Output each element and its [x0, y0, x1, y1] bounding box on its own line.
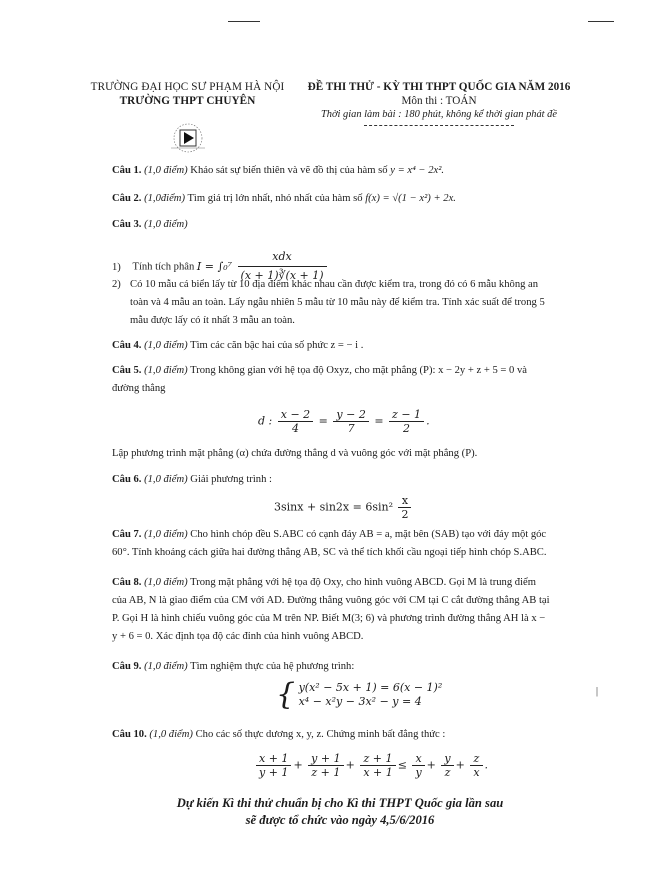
question-3-part-1: 1) Tính tích phân I = ∫₀⁷ $\frac{\text{xdx}}{(x + 1)∛(x + 1)}$ [112, 248, 552, 285]
exam-time: Thời gian làm bài : 180 phút, không kể thời gian phát đề [321, 109, 557, 120]
line-d-equation: d : $\frac{x - 2}{4}$ = $\frac{y - 2}{7}$ = $\frac{z - 1}{2}$ . [258, 408, 430, 435]
exam-footer [100, 795, 580, 829]
exam-header [290, 80, 588, 126]
question-3-part-2: 2) Có 10 mẫu cá biển lấy từ 10 địa điểm khác nhau cần được kiểm tra, trong đó có 6 mẫu không an toàn và 4 mẫu an toàn. Lấy ngẫu nhiên 5 mẫu từ 10 mẫu này để kiểm tra. Tính xác suất để trong 5 mẫu được lấy có ít nhất 3 mẫu an toàn. [112, 279, 545, 326]
question-5-task: Lập phương trình mặt phẳng (α) chứa đường thẳng d và vuông góc với mặt phẳng (P). [112, 448, 478, 459]
footer-line-2: sẽ được tổ chức vào ngày 4,5/6/2016 [245, 813, 435, 827]
question-8: Câu 8. (1,0 điểm) Trong mặt phẳng với hệ tọa độ Oxy, cho hình vuông ABCD. Gọi M là trung điểm của AB, N là giao điểm của CM với AD. Đường thẳng vuông góc với CM tại C cắt đường thẳng AB tại P. Gọi H là hình chiếu vuông góc của M trên NP. Biết M(3; 6) và phương trình đường thẳng AH là x − y + 6 = 0. Xác định tọa độ các đỉnh của hình vuông ABCD. [112, 577, 550, 642]
top-rule-left [228, 21, 260, 22]
question-9: Câu 9. (1,0 điểm) Tìm nghiệm thực của hệ phương trình: [112, 661, 355, 672]
integral-formula: I = ∫₀⁷ $\frac{\text{xdx}}{(x + 1)∛(x + 1)}$ [197, 260, 329, 273]
question-3: Câu 3. (1,0 điểm) [112, 219, 188, 230]
top-rule-right [588, 21, 614, 22]
university-name: TRƯỜNG ĐẠI HỌC SƯ PHẠM HÀ NỘI [90, 81, 285, 93]
school-name: TRƯỜNG THPT CHUYÊN [119, 95, 256, 107]
exam-subject: Môn thi : TOÁN [401, 95, 477, 107]
margin-mark: | [596, 686, 599, 697]
trig-equation: 3sinx + sin2x = 6sin² $\frac{x}{2}$ [274, 494, 413, 521]
exam-title: ĐỀ THI THỬ - KỲ THI THPT QUỐC GIA NĂM 2016 [307, 81, 571, 93]
header-rule [364, 125, 514, 126]
question-10: Câu 10. (1,0 điểm) Cho các số thực dương x, y, z. Chứng minh bất đẳng thức : [112, 729, 446, 740]
inequality: $\frac{x + 1}{y + 1}$ + $\frac{y + 1}{z + 1}$ + $\frac{z + 1}{x + 1}$ ≤ $\frac{x}{y}$ + $\frac{y}{z}$ + $\frac{z}{x}$ . [254, 752, 488, 779]
school-logo-icon [163, 118, 213, 158]
question-6: Câu 6. (1,0 điểm) Giải phương trình : [112, 474, 272, 485]
footer-line-1: Dự kiến Kì thi thử chuẩn bị cho Kì thi THPT Quốc gia lần sau [176, 796, 504, 810]
school-header [80, 80, 295, 108]
question-7: Câu 7. (1,0 điểm) Cho hình chóp đều S.ABC có cạnh đáy AB = a, mặt bên (SAB) tạo với đáy một góc 60°. Tính khoảng cách giữa hai đường thẳng AB, SC và thể tích khối cầu ngoại tiếp hình chóp S.ABC. [112, 529, 547, 558]
question-2: Câu 2. (1,0điểm) Tìm giá trị lớn nhất, nhỏ nhất của hàm số f(x) = √(1 − x²) + 2x. [112, 193, 456, 204]
question-1: Câu 1. (1,0 điểm) Khảo sát sự biến thiên và vẽ đồ thị của hàm số y = x⁴ − 2x². [112, 165, 445, 176]
question-4: Câu 4. (1,0 điểm) Tìm các căn bậc hai của số phức z = − i . [112, 340, 364, 351]
equation-system: { y(x² − 5x + 1) = 6(x − 1)² x⁴ − x²y − 3x² − y = 4 [276, 677, 443, 712]
question-5: Câu 5. (1,0 điểm) Trong không gian với hệ tọa độ Oxyz, cho mặt phẳng (P): x − 2y + z + 5 = 0 và đường thẳng [112, 365, 527, 394]
